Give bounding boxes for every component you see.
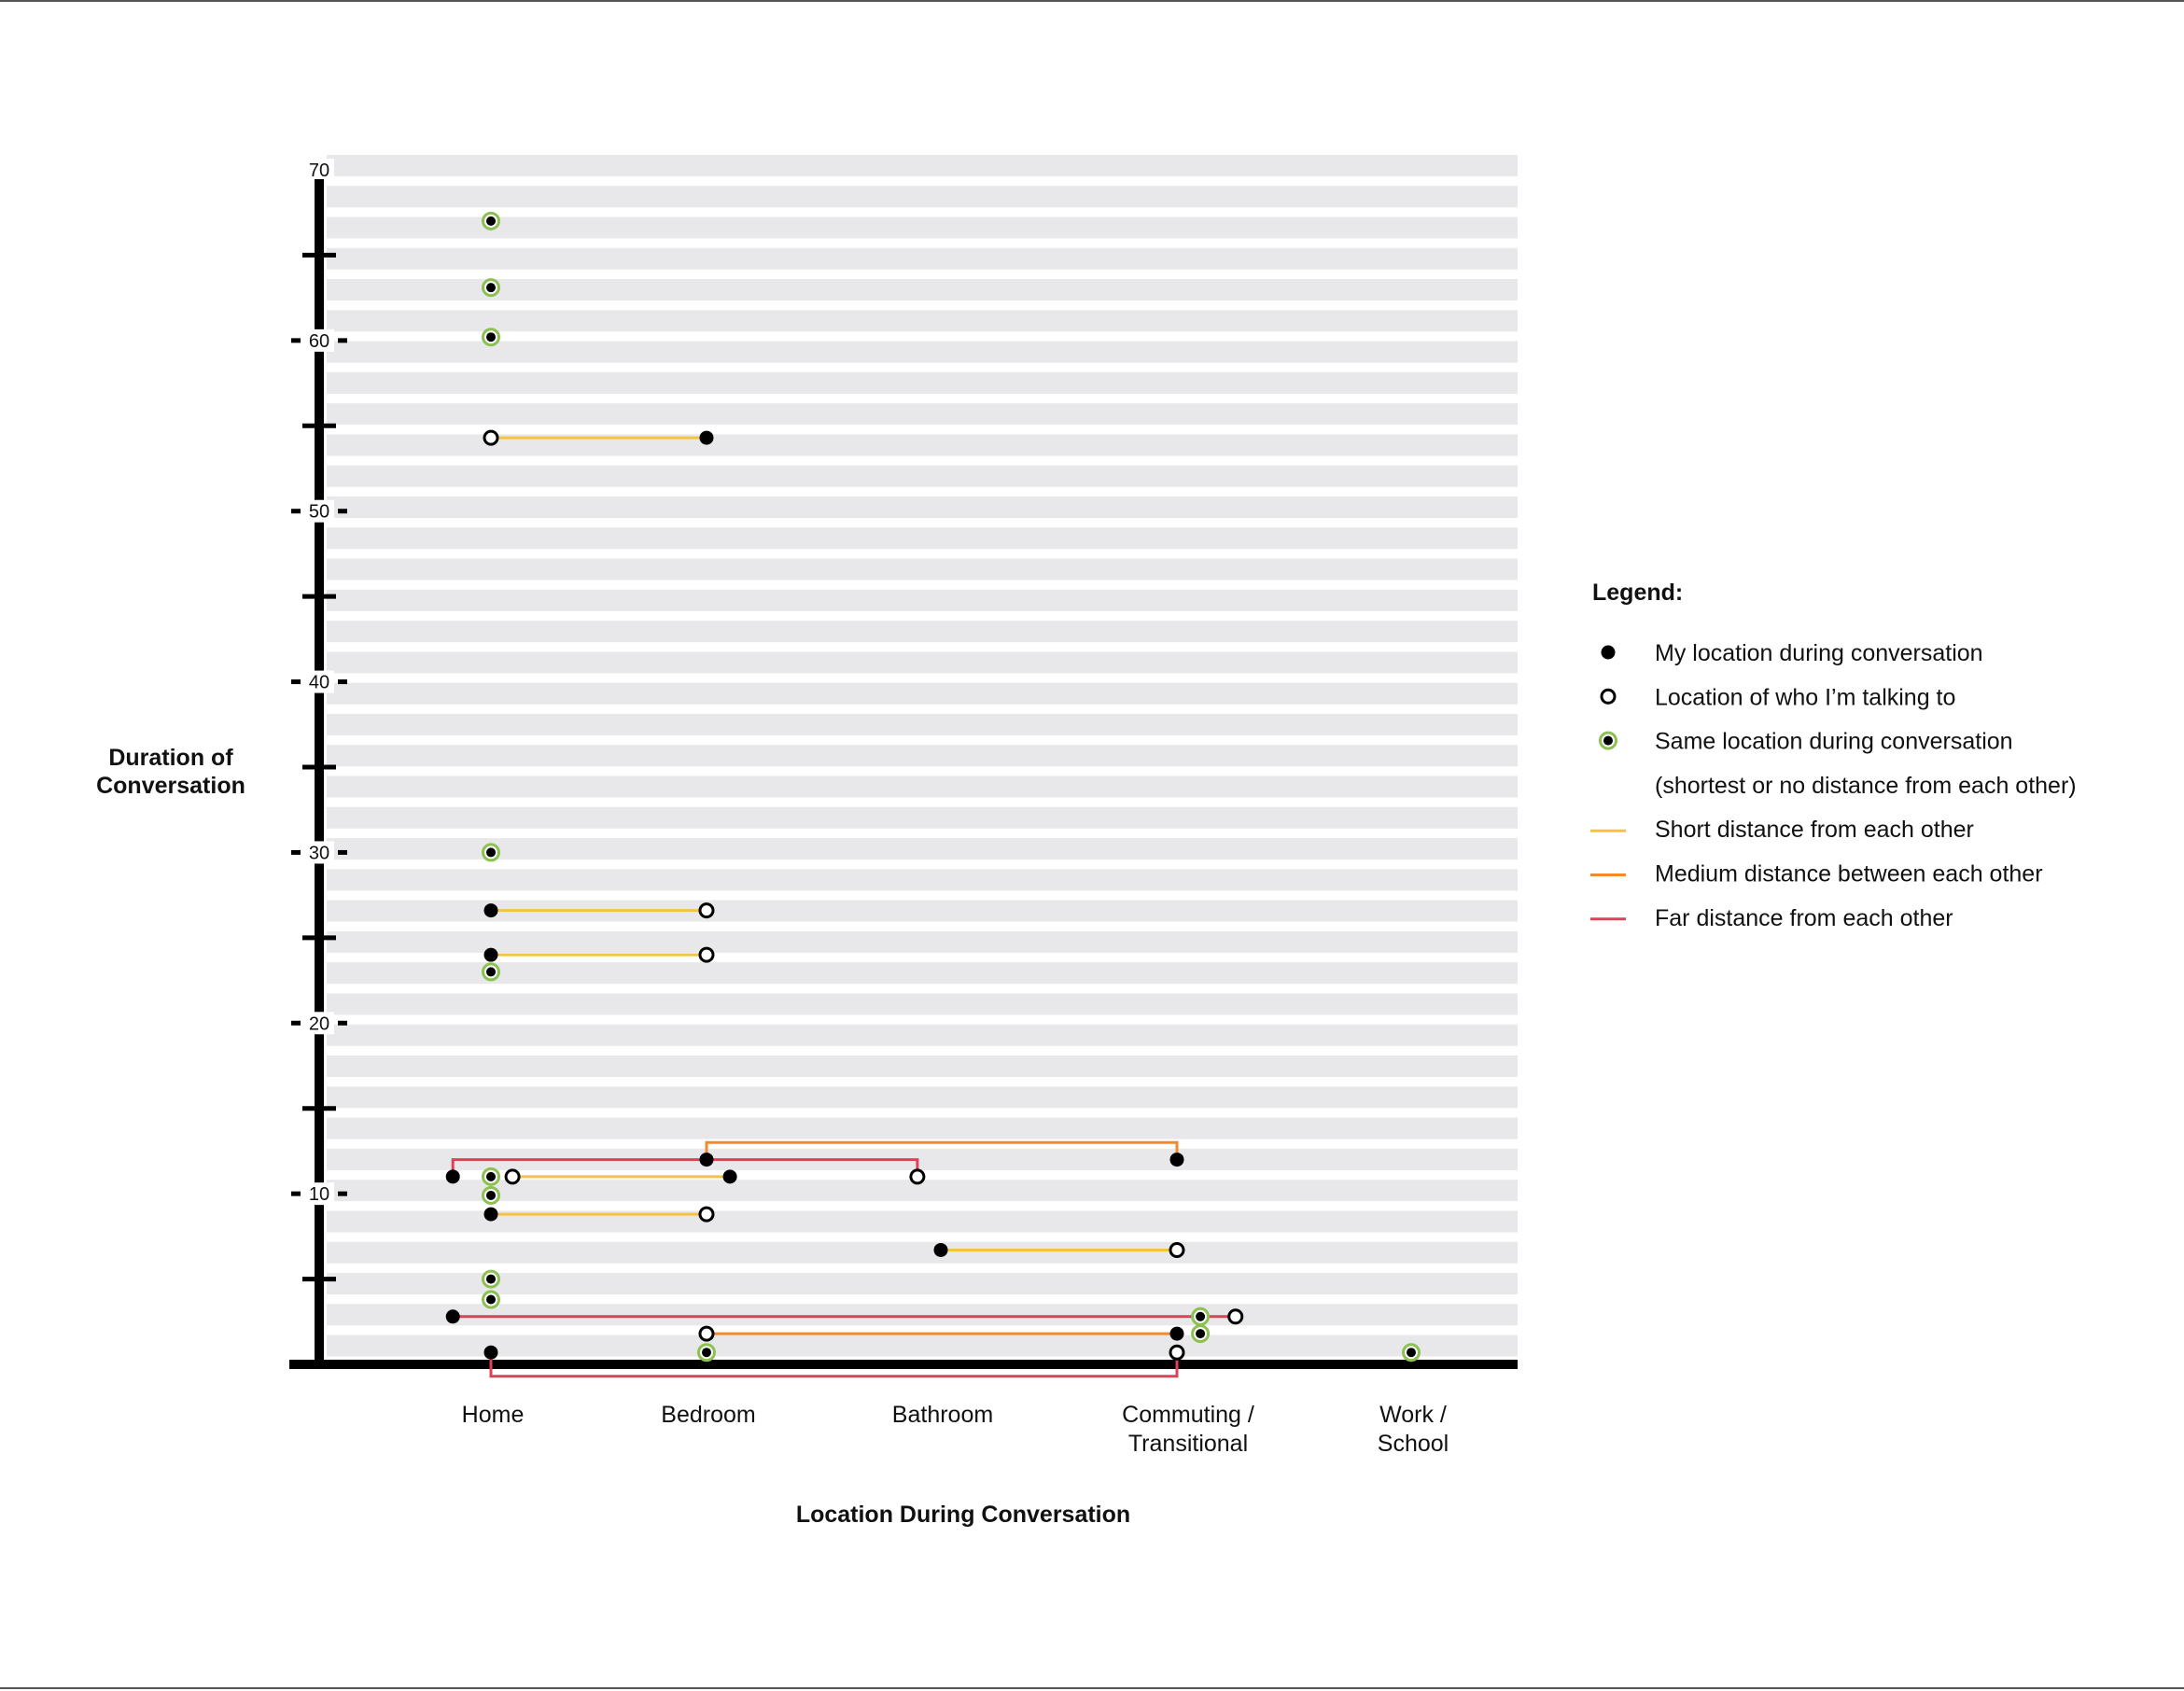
y-axis-title: Conversation	[96, 773, 245, 799]
legend-label: Medium distance between each other	[1655, 860, 2043, 887]
grid-band	[327, 403, 1518, 425]
legend-symbol-same	[1601, 733, 1617, 748]
point-self	[484, 948, 498, 962]
grid-band	[327, 496, 1518, 518]
point-same	[483, 845, 499, 860]
grid-band	[327, 776, 1518, 798]
same-dot	[486, 1191, 496, 1200]
grid-band	[327, 993, 1518, 1014]
point-same	[483, 280, 499, 296]
point-other	[700, 904, 713, 917]
point-same	[483, 329, 499, 345]
point-same	[1404, 1345, 1420, 1361]
grid-band	[327, 186, 1518, 207]
point-same	[483, 1168, 499, 1184]
grid-band	[327, 1304, 1518, 1325]
x-category-label: Bedroom	[661, 1402, 756, 1428]
point-self	[1170, 1327, 1184, 1341]
grid-band	[327, 1086, 1518, 1108]
point-self	[934, 1243, 948, 1257]
y-tick-label: 50	[308, 501, 330, 523]
point-same	[483, 1187, 499, 1203]
legend-label: Same location during conversation	[1655, 728, 2013, 755]
y-tick-label: 60	[308, 330, 330, 352]
point-same	[483, 213, 499, 229]
same-dot	[1196, 1312, 1205, 1321]
same-dot	[486, 967, 496, 976]
same-dot	[486, 1172, 496, 1181]
grid-band	[327, 651, 1518, 673]
x-category-label: Bathroom	[891, 1402, 994, 1428]
point-self	[1170, 1153, 1184, 1167]
y-tick-label: 10	[308, 1184, 330, 1206]
legend-symbol-self	[1602, 646, 1616, 660]
grid-band	[327, 279, 1518, 300]
y-tick-label: 40	[308, 672, 330, 693]
legend-label: Far distance from each other	[1655, 904, 1953, 931]
grid-band	[327, 1335, 1518, 1357]
legend-title: Legend:	[1592, 580, 1684, 606]
point-other	[700, 1327, 713, 1340]
point-same	[1193, 1326, 1209, 1342]
point-self	[446, 1169, 460, 1183]
grid-band	[327, 372, 1518, 394]
grid-band	[327, 310, 1518, 331]
grid-band	[327, 590, 1518, 611]
same-dot	[486, 1295, 496, 1305]
grid-band	[327, 248, 1518, 270]
point-self	[484, 1208, 498, 1222]
legend-label: (shortest or no distance from each other)	[1655, 772, 2077, 799]
point-same	[483, 1292, 499, 1307]
point-self	[446, 1309, 460, 1323]
same-dot	[486, 332, 496, 342]
grid-band	[327, 1273, 1518, 1294]
point-self	[700, 1153, 714, 1167]
grid-band	[327, 155, 1518, 176]
same-dot	[486, 283, 496, 292]
same-dot	[486, 217, 496, 226]
point-other	[1170, 1346, 1183, 1359]
same-dot	[1603, 736, 1613, 746]
point-other	[700, 1208, 713, 1221]
grid-band	[327, 217, 1518, 238]
point-other	[911, 1170, 924, 1183]
grid-band	[327, 621, 1518, 642]
grid-band	[327, 807, 1518, 829]
point-self	[484, 903, 498, 917]
point-same	[699, 1345, 715, 1361]
y-axis-title: Duration of	[108, 745, 233, 771]
grid-band	[327, 342, 1518, 363]
grid-band	[327, 1055, 1518, 1077]
point-other	[1229, 1310, 1242, 1323]
point-same	[483, 1271, 499, 1287]
grid-band	[327, 1025, 1518, 1046]
same-dot	[486, 1275, 496, 1284]
point-other	[484, 431, 497, 444]
point-self	[484, 1346, 498, 1360]
grid-band	[327, 869, 1518, 890]
grid-band	[327, 745, 1518, 766]
grid-band	[327, 683, 1518, 705]
legend	[1590, 580, 2077, 931]
x-category-label: Commuting /	[1122, 1402, 1254, 1428]
point-self	[723, 1169, 737, 1183]
x-category-label: Transitional	[1127, 1431, 1249, 1457]
point-same	[1193, 1308, 1209, 1324]
y-tick-label: 20	[308, 1013, 330, 1035]
same-dot	[1196, 1329, 1205, 1338]
y-tick-label: 30	[308, 843, 330, 864]
grid-band	[327, 559, 1518, 580]
same-dot	[486, 847, 496, 857]
legend-label: Short distance from each other	[1655, 817, 1974, 844]
x-category-label: Home	[461, 1402, 525, 1428]
point-same	[483, 964, 499, 980]
legend-symbol-other	[1602, 690, 1615, 703]
grid-band	[327, 1118, 1518, 1139]
point-other	[700, 948, 713, 961]
grid-band	[327, 1242, 1518, 1264]
grid-band	[327, 714, 1518, 735]
grid-band	[327, 466, 1518, 487]
point-other	[1170, 1243, 1183, 1256]
same-dot	[702, 1348, 711, 1357]
grid-band	[327, 931, 1518, 953]
grid-band	[327, 527, 1518, 549]
y-tick-label: 70	[308, 161, 330, 181]
x-category-label: Work /	[1379, 1402, 1447, 1428]
same-dot	[1407, 1348, 1416, 1357]
point-self	[700, 431, 714, 445]
grid-band	[327, 962, 1518, 984]
x-category-label: School	[1377, 1431, 1449, 1457]
legend-label: Location of who I’m talking to	[1655, 684, 1956, 711]
point-other	[506, 1170, 519, 1183]
x-axis-title: Location During Conversation	[795, 1502, 1131, 1528]
legend-label: My location during conversation	[1655, 640, 1983, 666]
grid-band	[327, 838, 1518, 859]
